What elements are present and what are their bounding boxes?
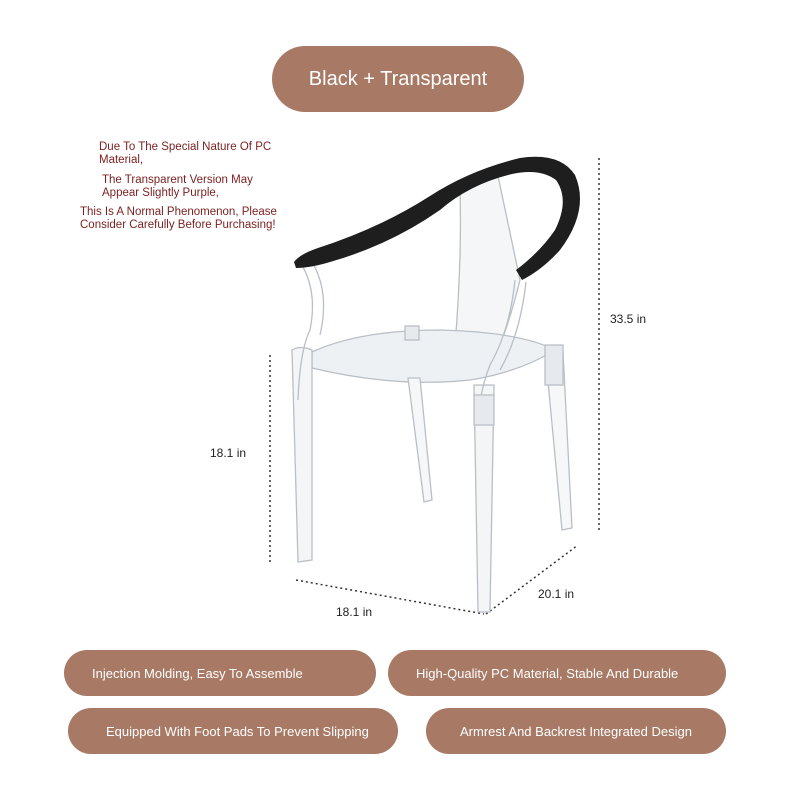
- width-dimension-line: [296, 580, 484, 614]
- feature-pc-material: [388, 650, 726, 696]
- chair-frame: [292, 176, 575, 612]
- feature-injection-molding: [64, 650, 376, 696]
- feature-foot-pads: [68, 708, 398, 754]
- feature-integrated-design: [426, 708, 726, 754]
- feature-text: Injection Molding, Easy To Assemble: [92, 665, 303, 681]
- height-label: 33.5 in: [610, 312, 647, 326]
- note-normal-phenomenon: This Is A Normal Phenomenon, Please Consider Carefully Before Purchasing!: [80, 206, 277, 231]
- seat-height-label: 18.1 in: [210, 446, 247, 460]
- width-label: 18.1 in: [336, 605, 373, 619]
- feature-text: High-Quality PC Material, Stable And Durable: [416, 665, 679, 681]
- title-text: Black + Transparent: [308, 67, 488, 90]
- feature-text: Armrest And Backrest Integrated Design: [460, 723, 692, 739]
- feature-text: Equipped With Foot Pads To Prevent Slipping: [106, 723, 369, 739]
- note-purple-tint: The Transparent Version May Appear Slightly Purple,: [102, 174, 253, 199]
- note-pc-material: Due To The Special Nature Of PC Material,: [99, 141, 272, 166]
- armrest-black: [294, 157, 580, 280]
- depth-label: 20.1 in: [538, 587, 575, 601]
- depth-dimension-line: [486, 545, 578, 614]
